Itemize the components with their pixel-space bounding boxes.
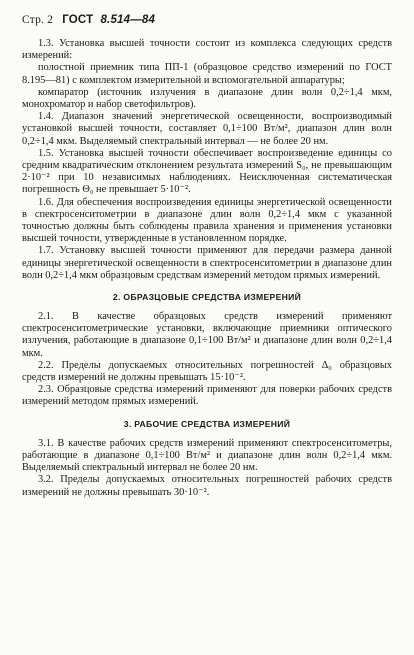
- page-header: [22, 14, 392, 26]
- paragraph-1-3-item-a: полостной приемник типа ПП-1 (образцовое средство измерений по ГОСТ 8.195—81) с комплектом измерительной и вспомогательной аппаратуры;: [22, 62, 392, 86]
- paragraph-1-3: 1.3. Установка высшей точности состоит из комплекса следующих средств измерений:: [22, 38, 392, 62]
- paragraph-2-3: 2.3. Образцовые средства измерений применяют для поверки рабочих средств измерений методом прямых измерений.: [22, 384, 392, 408]
- standard-number: 8.514—84: [100, 14, 156, 26]
- page-number: Стр. 2: [22, 14, 54, 26]
- paragraph-1-7: 1.7. Установку высшей точности применяют для передачи размера данной единицы энергетической освещенности в спектросенситометрии в диапазоне длин волн 0,2÷1,4 мкм образцовым средствам измерений методом прямых измерений.: [22, 245, 392, 281]
- paragraph-1-5: 1.5. Установка высшей точности обеспечивает воспроизведение единицы со средним квадратическим отклонением результата измерений S₀, не превышающим 2·10⁻² при 10 независимых наблюдениях. Неисключенная систематическая погрешность Θ₀ не превышает 5·10⁻².: [22, 147, 392, 196]
- section-2-title: 2. ОБРАЗЦОВЫЕ СРЕДСТВА ИЗМЕРЕНИЙ: [112, 292, 302, 303]
- paragraph-1-3-item-b: компаратор (источник излучения в диапазоне длин волн 0,2÷1,4 мкм, монохроматор и набор светофильтров).: [22, 86, 392, 111]
- paragraph-1-4: 1.4. Диапазон значений энергетической освещенности, воспроизводимый установкой высшей точности, составляет 0,1÷100 Вт/м², диапазон длин волн 0,2÷1,4 мкм. Выделяемый спектральный интервал — не более 20 нм.: [22, 111, 392, 147]
- paragraph-3-2: 3.2. Пределы допускаемых относительных погрешностей рабочих средств измерений не должны превышать 30·10⁻².: [22, 474, 392, 498]
- paragraph-3-1: 3.1. В качестве рабочих средств измерений применяют спектросенситометры, работающие в диапазоне 0,1÷100 Вт/м² и диапазоне длин волн 0,2÷1,4 мкм. Выделяемый спектральный интервал не более 20 нм.: [22, 437, 392, 474]
- gost-label: ГОСТ: [62, 14, 94, 26]
- paragraph-1-6: 1.6. Для обеспечения воспроизведения единицы энергетической освещенности в спектросенситометрии в диапазоне длин волн 0,2÷1,4 мкм с указанной точностью должны быть соблюдены правила хранения и применения установки высшей точности, утвержденные в установленном порядке.: [22, 196, 392, 245]
- section-3-title: 3. РАБОЧИЕ СРЕДСТВА ИЗМЕРЕНИЙ: [123, 418, 291, 429]
- paragraph-2-1: 2.1. В качестве образцовых средств измерений применяют спектросенситометрические установки, включающие приемники оптического излучения, работающие в диапазоне 0,1÷100 Вт/м² и диапазоне длин волн 0,2÷1,4 мкм.: [22, 311, 392, 359]
- paragraph-2-2: 2.2. Пределы допускаемых относительных погрешностей Δ₀ образцовых средств измерений не должны превышать 15·10⁻².: [22, 359, 392, 384]
